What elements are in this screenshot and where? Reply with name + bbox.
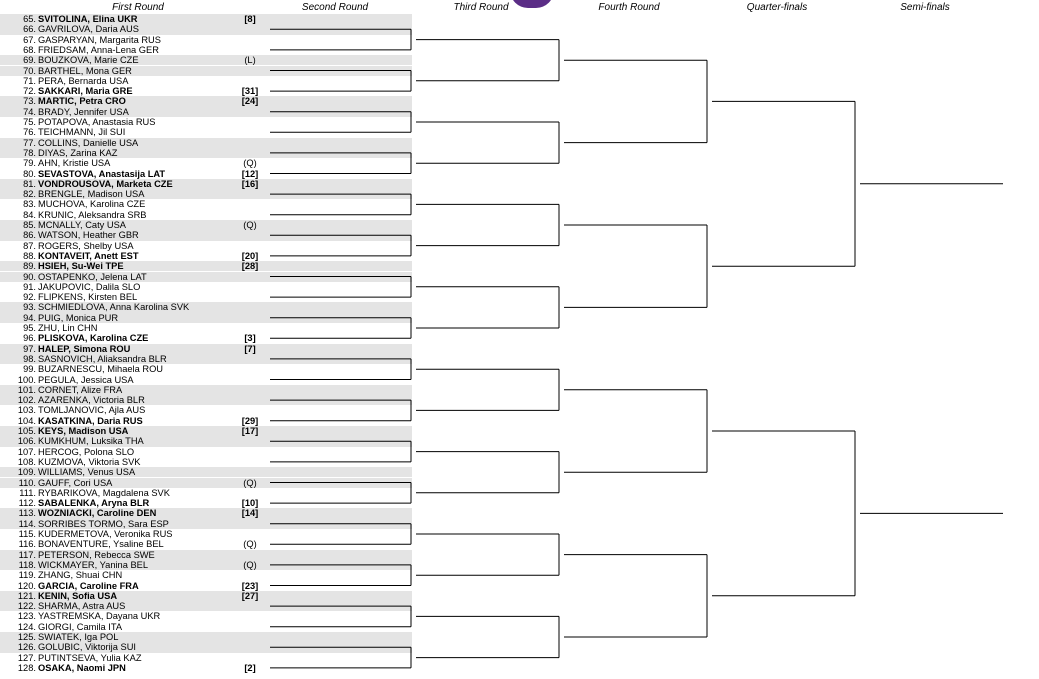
player-name: AHN, Kristie USA xyxy=(38,158,111,169)
player-name: PETERSON, Rebecca SWE xyxy=(38,549,155,560)
draw-position: 105. xyxy=(17,426,36,436)
player-seed: [27] xyxy=(241,590,259,601)
player-name: KUDERMETOVA, Veronika RUS xyxy=(38,529,173,539)
player-name: WILLIAMS, Venus USA xyxy=(38,467,136,478)
player-seed: [23] xyxy=(241,580,259,591)
player-name: ROGERS, Shelby USA xyxy=(38,240,134,251)
player-name: WOZNIACKI, Caroline DEN xyxy=(38,508,157,519)
player-name: BARTHEL, Mona GER xyxy=(38,65,132,76)
draw-position: 107. xyxy=(17,446,36,457)
draw-position: 117. xyxy=(18,549,36,560)
player-name: BRENGLE, Madison USA xyxy=(38,189,145,200)
draw-position: 81. xyxy=(23,178,36,189)
draw-position: 95. xyxy=(23,323,36,333)
player-name: KEYS, Madison USA xyxy=(38,426,129,436)
player-name: WATSON, Heather GBR xyxy=(38,230,139,241)
draw-position: 116. xyxy=(18,539,36,550)
player-seed: [3] xyxy=(244,333,256,344)
player-seed: (Q) xyxy=(243,539,257,550)
player-seed: (Q) xyxy=(243,158,257,169)
draw-position: 118. xyxy=(18,559,36,570)
draw-position: 78. xyxy=(23,147,36,158)
player-name: OSAKA, Naomi JPN xyxy=(38,662,126,673)
player-name: HERCOG, Polona SLO xyxy=(38,446,135,457)
draw-position: 82. xyxy=(23,189,36,200)
player-name: PUIG, Monica PUR xyxy=(38,312,119,323)
draw-position: 70. xyxy=(23,65,36,76)
draw-position: 90. xyxy=(23,271,36,282)
player-name: JAKUPOVIC, Dalila SLO xyxy=(38,281,141,292)
player-name: SWIATEK, Iga POL xyxy=(38,632,119,642)
player-name: GOLUBIC, Viktorija SUI xyxy=(38,642,136,653)
player-seed: [31] xyxy=(241,86,259,97)
player-name: KUZMOVA, Viktoria SVK xyxy=(38,456,141,467)
player-name: KENIN, Sofia USA xyxy=(38,590,118,601)
draw-position: 124. xyxy=(17,621,36,632)
player-name: SCHMIEDLOVA, Anna Karolina SVK xyxy=(38,302,190,313)
draw-position: 75. xyxy=(23,117,36,127)
player-name: WICKMAYER, Yanina BEL xyxy=(38,559,149,570)
player-seed: [8] xyxy=(244,14,256,24)
header-fourth-round: Fourth Round xyxy=(598,2,660,13)
draw-position: 100. xyxy=(17,374,36,385)
player-name: SABALENKA, Aryna BLR xyxy=(38,498,150,509)
draw-position: 97. xyxy=(23,343,36,354)
player-name: PUTINTSEVA, Yulia KAZ xyxy=(38,652,142,663)
player-name: GAVRILOVA, Daria AUS xyxy=(38,24,139,35)
player-name: SAKKARI, Maria GRE xyxy=(38,86,133,97)
player-name: SHARMA, Astra AUS xyxy=(38,601,126,612)
draw-position: 77. xyxy=(23,137,36,148)
player-name: GIORGI, Camila ITA xyxy=(38,621,123,632)
player-name: BRADY, Jennifer USA xyxy=(38,106,129,117)
draw-position: 115. xyxy=(18,529,36,539)
draw-position: 126. xyxy=(17,642,36,653)
player-name: MCNALLY, Caty USA xyxy=(38,220,127,230)
draw-position: 68. xyxy=(23,44,36,55)
draw-position: 80. xyxy=(23,168,36,179)
draw-position: 74. xyxy=(23,106,36,117)
player-name: GAUFF, Cori USA xyxy=(38,477,113,488)
player-name: SASNOVICH, Aliaksandra BLR xyxy=(38,353,167,364)
player-seed: [16] xyxy=(241,178,259,189)
draw-position: 121. xyxy=(17,590,36,601)
player-name: KUMKHUM, Luksika THA xyxy=(38,436,144,447)
player-name: YASTREMSKA, Dayana UKR xyxy=(38,611,161,622)
player-name: PERA, Bernarda USA xyxy=(38,75,129,86)
player-name: TEICHMANN, Jil SUI xyxy=(38,127,126,138)
draw-position: 79. xyxy=(23,158,36,169)
draw-position: 66. xyxy=(23,24,36,35)
draw-position: 119. xyxy=(18,570,36,581)
header-semi-finals: Semi-finals xyxy=(900,2,950,13)
header-quarter-finals: Quarter-finals xyxy=(746,2,808,13)
player-name: CORNET, Alize FRA xyxy=(38,384,123,395)
player-name: MUCHOVA, Karolina CZE xyxy=(38,199,146,210)
draw-position: 125. xyxy=(17,632,36,642)
draw-position: 98. xyxy=(23,353,36,364)
player-name: VONDROUSOVA, Marketa CZE xyxy=(38,178,173,189)
player-name: POTAPOVA, Anastasia RUS xyxy=(38,117,156,127)
player-name: HSIEH, Su-Wei TPE xyxy=(38,261,124,272)
draw-position: 71. xyxy=(23,75,36,86)
player-name: FLIPKENS, Kirsten BEL xyxy=(38,292,138,303)
player-name: BUZARNESCU, Mihaela ROU xyxy=(38,364,164,375)
player-seed: (Q) xyxy=(243,559,257,570)
player-name: AZARENKA, Victoria BLR xyxy=(38,395,145,406)
header-second-round: Second Round xyxy=(301,2,369,13)
draw-position: 83. xyxy=(23,199,36,210)
player-name: GARCIA, Caroline FRA xyxy=(38,580,139,591)
player-name: ZHU, Lin CHN xyxy=(38,323,98,333)
player-seed: (L) xyxy=(244,55,256,66)
draw-position: 120. xyxy=(17,580,36,591)
header-third-round: Third Round xyxy=(453,2,509,13)
draw-position: 87. xyxy=(23,240,36,251)
player-seed: [10] xyxy=(241,498,259,509)
player-name: ZHANG, Shuai CHN xyxy=(38,570,123,581)
player-seed: [28] xyxy=(241,261,259,272)
player-name: DIYAS, Zarina KAZ xyxy=(38,147,118,158)
player-name: FRIEDSAM, Anna-Lena GER xyxy=(38,44,159,55)
draw-position: 109. xyxy=(17,467,36,478)
draw-position: 110. xyxy=(18,477,36,488)
draw-position: 86. xyxy=(23,230,36,241)
player-seed: [29] xyxy=(241,415,259,426)
player-seed: [20] xyxy=(241,250,259,261)
player-name: KONTAVEIT, Anett EST xyxy=(38,250,139,261)
draw-position: 73. xyxy=(23,96,36,107)
draw-position: 88. xyxy=(23,250,36,261)
draw-position: 112. xyxy=(18,498,36,509)
player-name: COLLINS, Danielle USA xyxy=(38,137,139,148)
draw-position: 65. xyxy=(23,14,36,24)
player-name: KASATKINA, Daria RUS xyxy=(38,415,143,426)
player-name: PLISKOVA, Karolina CZE xyxy=(38,333,149,344)
player-name: SVITOLINA, Elina UKR xyxy=(38,14,138,24)
draw-position: 84. xyxy=(23,209,36,220)
draw-position: 113. xyxy=(18,508,36,519)
player-name: BONAVENTURE, Ysaline BEL xyxy=(38,539,164,550)
player-name: HALEP, Simona ROU xyxy=(38,343,131,354)
player-seed: (Q) xyxy=(243,220,257,230)
draw-position: 101. xyxy=(17,384,36,395)
player-seed: [12] xyxy=(241,168,259,179)
draw-position: 89. xyxy=(23,261,36,272)
draw-position: 114. xyxy=(18,518,36,529)
player-seed: [17] xyxy=(241,426,259,436)
player-name: TOMLJANOVIC, Ajla AUS xyxy=(38,405,146,416)
draw-position: 99. xyxy=(23,364,36,375)
player-name: KRUNIC, Aleksandra SRB xyxy=(38,209,147,220)
player-name: GASPARYAN, Margarita RUS xyxy=(38,34,161,45)
draw-position: 72. xyxy=(23,86,36,97)
draw-position: 67. xyxy=(23,34,36,45)
draw-position: 103. xyxy=(17,405,36,416)
draw-position: 92. xyxy=(23,292,36,303)
header-first-round: First Round xyxy=(112,2,164,13)
draw-position: 91. xyxy=(23,281,36,292)
player-name: SEVASTOVA, Anastasija LAT xyxy=(38,168,166,179)
draw-position: 106. xyxy=(17,436,36,447)
player-seed: [24] xyxy=(241,96,259,107)
draw-position: 108. xyxy=(17,456,36,467)
draw-position: 104. xyxy=(17,415,36,426)
player-name: RYBARIKOVA, Magdalena SVK xyxy=(38,487,170,498)
draw-position: 94. xyxy=(23,312,36,323)
draw-position: 85. xyxy=(23,220,36,230)
player-name: PEGULA, Jessica USA xyxy=(38,374,134,385)
draw-position: 127. xyxy=(17,652,36,663)
player-name: OSTAPENKO, Jelena LAT xyxy=(38,271,147,282)
player-seed: (Q) xyxy=(243,477,257,488)
draw-position: 123. xyxy=(17,611,36,622)
draw-position: 122. xyxy=(17,601,36,612)
draw-position: 76. xyxy=(23,127,36,138)
draw-position: 128. xyxy=(17,662,36,673)
player-seed: [7] xyxy=(244,343,256,354)
player-name: BOUZKOVA, Marie CZE xyxy=(38,55,139,66)
draw-position: 96. xyxy=(23,333,36,344)
draw-position: 111. xyxy=(19,487,36,498)
player-name: SORRIBES TORMO, Sara ESP xyxy=(38,518,169,529)
player-seed: [14] xyxy=(241,508,259,519)
player-name: MARTIC, Petra CRO xyxy=(38,96,126,107)
player-seed: [2] xyxy=(244,662,256,673)
draw-position: 102. xyxy=(17,395,36,406)
draw-position: 93. xyxy=(23,302,36,313)
draw-position: 69. xyxy=(23,55,36,66)
